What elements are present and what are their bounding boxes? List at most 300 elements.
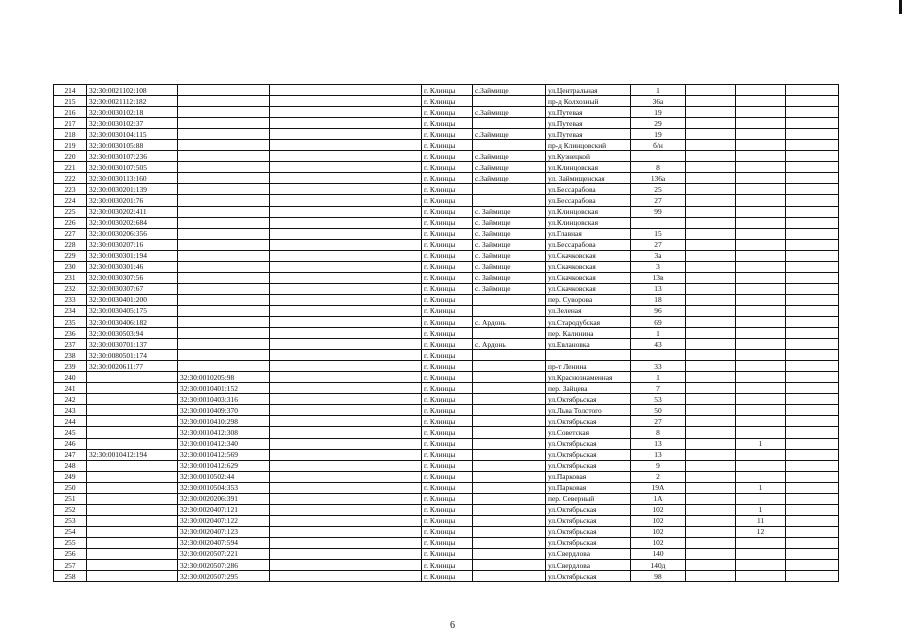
cadastral-number-cell: 32:30:0030301:46 — [87, 261, 178, 272]
village-cell: с. Займище — [473, 261, 546, 272]
empty-cell — [786, 438, 839, 449]
city-cell: г. Клинцы — [422, 504, 473, 515]
empty-cell — [786, 206, 839, 217]
village-cell: с. Ардонь — [473, 316, 546, 327]
empty-cell — [686, 449, 736, 460]
cadastral-number-cell — [87, 427, 178, 438]
city-cell: г. Клинцы — [422, 184, 473, 195]
empty-cell — [786, 339, 839, 350]
apartment-number-cell — [736, 571, 786, 582]
street-cell: ул.Клинцовская — [546, 217, 631, 228]
empty-cell — [686, 272, 736, 283]
street-cell: ул.Зеленая — [546, 305, 631, 316]
empty-cell — [686, 482, 736, 493]
row-number-cell: 258 — [54, 571, 87, 582]
apartment-number-cell — [736, 217, 786, 228]
row-number-cell: 242 — [54, 394, 87, 405]
apartment-number-cell — [736, 151, 786, 162]
row-number-cell: 222 — [54, 173, 87, 184]
apartment-number-cell: 12 — [736, 526, 786, 537]
table-row — [54, 339, 839, 350]
house-number-cell: 102 — [631, 515, 686, 526]
apartment-number-cell — [736, 405, 786, 416]
apartment-number-cell: 1 — [736, 482, 786, 493]
empty-cell — [686, 316, 736, 327]
empty-cell — [786, 482, 839, 493]
empty-cell — [686, 504, 736, 515]
cadastral-number-cell: 32:30:0030307:67 — [87, 283, 178, 294]
street-cell: пер. Суворова — [546, 294, 631, 305]
object-name-cell — [270, 383, 422, 394]
cadastral-number-cell: 32:30:0010412:194 — [87, 449, 178, 460]
row-number-cell: 216 — [54, 107, 87, 118]
house-number-cell: 69 — [631, 316, 686, 327]
cadastral-number-cell: 32:30:0030201:139 — [87, 184, 178, 195]
city-cell: г. Клинцы — [422, 548, 473, 559]
empty-cell — [686, 405, 736, 416]
row-number-cell: 236 — [54, 328, 87, 339]
street-cell: ул.Октябрьская — [546, 515, 631, 526]
empty-cell — [786, 316, 839, 327]
table-row — [54, 228, 839, 239]
house-number-cell: 53 — [631, 394, 686, 405]
table-row — [54, 173, 839, 184]
empty-cell — [786, 515, 839, 526]
street-cell: ул.Краснознаменная — [546, 372, 631, 383]
row-number-cell: 221 — [54, 162, 87, 173]
building-cadastral-number-cell — [178, 173, 270, 184]
apartment-number-cell — [736, 328, 786, 339]
apartment-number-cell — [736, 85, 786, 96]
city-cell: г. Клинцы — [422, 383, 473, 394]
village-cell: с. Займище — [473, 228, 546, 239]
city-cell: г. Клинцы — [422, 250, 473, 261]
object-name-cell — [270, 449, 422, 460]
street-cell: пр-д Клинцовский — [546, 140, 631, 151]
cadastral-number-cell: 32:30:0030102:37 — [87, 118, 178, 129]
empty-cell — [686, 460, 736, 471]
city-cell: г. Клинцы — [422, 217, 473, 228]
street-cell: ул.Парковая — [546, 482, 631, 493]
table-row — [54, 515, 839, 526]
table-row — [54, 294, 839, 305]
empty-cell — [786, 350, 839, 361]
empty-cell — [686, 283, 736, 294]
empty-cell — [686, 350, 736, 361]
house-number-cell: 102 — [631, 504, 686, 515]
house-number-cell — [631, 350, 686, 361]
cadastral-number-cell — [87, 372, 178, 383]
city-cell: г. Клинцы — [422, 515, 473, 526]
object-name-cell — [270, 339, 422, 350]
city-cell: г. Клинцы — [422, 460, 473, 471]
street-cell: ул.Клинцовская — [546, 162, 631, 173]
building-cadastral-number-cell — [178, 140, 270, 151]
street-cell: ул.Главная — [546, 228, 631, 239]
empty-cell — [686, 427, 736, 438]
row-number-cell: 250 — [54, 482, 87, 493]
street-cell: ул.Центральная — [546, 85, 631, 96]
house-number-cell: 1 — [631, 372, 686, 383]
empty-cell — [686, 438, 736, 449]
house-number-cell: 9 — [631, 460, 686, 471]
object-name-cell — [270, 85, 422, 96]
empty-cell — [686, 195, 736, 206]
city-cell: г. Клинцы — [422, 350, 473, 361]
building-cadastral-number-cell: 32:30:0010401:152 — [178, 383, 270, 394]
village-cell — [473, 140, 546, 151]
row-number-cell: 251 — [54, 493, 87, 504]
object-name-cell — [270, 261, 422, 272]
house-number-cell: 19А — [631, 482, 686, 493]
apartment-number-cell — [736, 239, 786, 250]
village-cell: с. Займище — [473, 217, 546, 228]
apartment-number-cell — [736, 250, 786, 261]
empty-cell — [786, 383, 839, 394]
table-row — [54, 328, 839, 339]
empty-cell — [786, 305, 839, 316]
empty-cell — [686, 173, 736, 184]
row-number-cell: 253 — [54, 515, 87, 526]
building-cadastral-number-cell: 32:30:0010504:353 — [178, 482, 270, 493]
city-cell: г. Клинцы — [422, 294, 473, 305]
empty-cell — [686, 250, 736, 261]
table-row — [54, 85, 839, 96]
city-cell: г. Клинцы — [422, 195, 473, 206]
object-name-cell — [270, 548, 422, 559]
cadastral-number-cell: 32:30:0030207:16 — [87, 239, 178, 250]
cadastral-number-cell — [87, 383, 178, 394]
building-cadastral-number-cell — [178, 206, 270, 217]
row-number-cell: 217 — [54, 118, 87, 129]
empty-cell — [786, 294, 839, 305]
cadastral-number-cell: 32:30:0030206:356 — [87, 228, 178, 239]
building-cadastral-number-cell: 32:30:0010205:98 — [178, 372, 270, 383]
object-name-cell — [270, 272, 422, 283]
building-cadastral-number-cell — [178, 107, 270, 118]
city-cell: г. Клинцы — [422, 228, 473, 239]
building-cadastral-number-cell: 32:30:0010410:298 — [178, 416, 270, 427]
building-cadastral-number-cell: 32:30:0020407:594 — [178, 537, 270, 548]
city-cell: г. Клинцы — [422, 272, 473, 283]
empty-cell — [686, 328, 736, 339]
cadastral-number-cell — [87, 526, 178, 537]
object-name-cell — [270, 96, 422, 107]
object-name-cell — [270, 107, 422, 118]
cadastral-number-cell — [87, 460, 178, 471]
apartment-number-cell — [736, 294, 786, 305]
table-row — [54, 151, 839, 162]
city-cell: г. Клинцы — [422, 493, 473, 504]
building-cadastral-number-cell: 32:30:0010412:569 — [178, 449, 270, 460]
house-number-cell: 1 — [631, 85, 686, 96]
city-cell: г. Клинцы — [422, 526, 473, 537]
building-cadastral-number-cell — [178, 85, 270, 96]
building-cadastral-number-cell: 32:30:0020407:123 — [178, 526, 270, 537]
empty-cell — [786, 449, 839, 460]
apartment-number-cell — [736, 471, 786, 482]
row-number-cell: 247 — [54, 449, 87, 460]
table-row — [54, 405, 839, 416]
village-cell: с.Займище — [473, 173, 546, 184]
row-number-cell: 235 — [54, 316, 87, 327]
empty-cell — [686, 206, 736, 217]
object-name-cell — [270, 118, 422, 129]
object-name-cell — [270, 294, 422, 305]
building-cadastral-number-cell: 32:30:0020507:286 — [178, 560, 270, 571]
empty-cell — [786, 239, 839, 250]
house-number-cell: 1А — [631, 493, 686, 504]
apartment-number-cell: 1 — [736, 504, 786, 515]
empty-cell — [686, 560, 736, 571]
empty-cell — [686, 526, 736, 537]
empty-cell — [786, 272, 839, 283]
object-name-cell — [270, 504, 422, 515]
empty-cell — [686, 228, 736, 239]
cadastral-number-cell — [87, 438, 178, 449]
apartment-number-cell — [736, 96, 786, 107]
building-cadastral-number-cell — [178, 250, 270, 261]
object-name-cell — [270, 361, 422, 372]
building-cadastral-number-cell — [178, 272, 270, 283]
city-cell: г. Клинцы — [422, 162, 473, 173]
object-name-cell — [270, 471, 422, 482]
village-cell: с.Займище — [473, 151, 546, 162]
row-number-cell: 240 — [54, 372, 87, 383]
apartment-number-cell — [736, 449, 786, 460]
empty-cell — [786, 107, 839, 118]
street-cell: ул.Октябрьская — [546, 504, 631, 515]
empty-cell — [686, 339, 736, 350]
table-row — [54, 107, 839, 118]
cadastral-number-cell: 32:30:0030202:411 — [87, 206, 178, 217]
cadastral-number-cell: 32:30:0021102:108 — [87, 85, 178, 96]
village-cell — [473, 548, 546, 559]
apartment-number-cell — [736, 316, 786, 327]
street-cell: ул.Октябрьская — [546, 394, 631, 405]
apartment-number-cell — [736, 305, 786, 316]
village-cell — [473, 493, 546, 504]
street-cell: ул.Советская — [546, 427, 631, 438]
cadastral-number-cell: 32:30:0030406:182 — [87, 316, 178, 327]
object-name-cell — [270, 173, 422, 184]
village-cell: с.Займище — [473, 85, 546, 96]
table-row — [54, 140, 839, 151]
building-cadastral-number-cell — [178, 361, 270, 372]
table-row — [54, 96, 839, 107]
object-name-cell — [270, 140, 422, 151]
building-cadastral-number-cell — [178, 228, 270, 239]
empty-cell — [786, 228, 839, 239]
row-number-cell: 227 — [54, 228, 87, 239]
apartment-number-cell — [736, 261, 786, 272]
empty-cell — [786, 548, 839, 559]
object-name-cell — [270, 328, 422, 339]
cadastral-number-cell: 32:30:0030105:88 — [87, 140, 178, 151]
cadastral-number-cell: 32:30:0030405:175 — [87, 305, 178, 316]
street-cell — [546, 350, 631, 361]
house-number-cell: 3а — [631, 250, 686, 261]
cadastral-number-cell: 32:30:0030107:236 — [87, 151, 178, 162]
table-row — [54, 471, 839, 482]
building-cadastral-number-cell — [178, 239, 270, 250]
empty-cell — [786, 261, 839, 272]
street-cell: ул.Октябрьская — [546, 416, 631, 427]
row-number-cell: 248 — [54, 460, 87, 471]
cadastral-number-cell — [87, 504, 178, 515]
house-number-cell: 19 — [631, 107, 686, 118]
building-cadastral-number-cell — [178, 151, 270, 162]
city-cell: г. Клинцы — [422, 151, 473, 162]
house-number-cell: 140 — [631, 548, 686, 559]
house-number-cell: 13в — [631, 272, 686, 283]
empty-cell — [786, 571, 839, 582]
row-number-cell: 220 — [54, 151, 87, 162]
apartment-number-cell — [736, 140, 786, 151]
apartment-number-cell — [736, 107, 786, 118]
empty-cell — [686, 471, 736, 482]
cadastral-number-cell: 32:30:0030201:76 — [87, 195, 178, 206]
table-row — [54, 504, 839, 515]
object-name-cell — [270, 482, 422, 493]
village-cell — [473, 560, 546, 571]
apartment-number-cell — [736, 272, 786, 283]
empty-cell — [686, 162, 736, 173]
apartment-number-cell — [736, 537, 786, 548]
city-cell: г. Клинцы — [422, 416, 473, 427]
apartment-number-cell — [736, 361, 786, 372]
cadastral-number-cell: 32:30:0030301:194 — [87, 250, 178, 261]
building-cadastral-number-cell — [178, 217, 270, 228]
empty-cell — [786, 493, 839, 504]
cadastral-number-cell: 32:30:0030104:115 — [87, 129, 178, 140]
building-cadastral-number-cell: 32:30:0020407:122 — [178, 515, 270, 526]
street-cell: ул.Путевая — [546, 118, 631, 129]
empty-cell — [686, 571, 736, 582]
apartment-number-cell — [736, 184, 786, 195]
empty-cell — [686, 372, 736, 383]
village-cell — [473, 460, 546, 471]
house-number-cell: 13 — [631, 438, 686, 449]
page-edge-mark — [899, 0, 902, 14]
building-cadastral-number-cell: 32:30:0010409:370 — [178, 405, 270, 416]
cadastral-number-cell — [87, 482, 178, 493]
table-row — [54, 493, 839, 504]
house-number-cell: 43 — [631, 339, 686, 350]
apartment-number-cell — [736, 283, 786, 294]
empty-cell — [686, 96, 736, 107]
street-cell: ул.Евлановка — [546, 339, 631, 350]
city-cell: г. Клинцы — [422, 471, 473, 482]
street-cell: ул.Путевая — [546, 107, 631, 118]
city-cell: г. Клинцы — [422, 85, 473, 96]
street-cell: ул.Свердлова — [546, 560, 631, 571]
table-row — [54, 217, 839, 228]
table-row — [54, 350, 839, 361]
village-cell — [473, 294, 546, 305]
apartment-number-cell — [736, 493, 786, 504]
house-number-cell: 7 — [631, 383, 686, 394]
house-number-cell: 50 — [631, 405, 686, 416]
empty-cell — [686, 239, 736, 250]
house-number-cell: 27 — [631, 239, 686, 250]
address-register-table — [53, 84, 839, 582]
village-cell — [473, 195, 546, 206]
street-cell: пер. Зайцева — [546, 383, 631, 394]
object-name-cell — [270, 416, 422, 427]
table-row — [54, 206, 839, 217]
house-number-cell: 13 — [631, 449, 686, 460]
empty-cell — [786, 416, 839, 427]
apartment-number-cell — [736, 383, 786, 394]
empty-cell — [686, 294, 736, 305]
empty-cell — [686, 548, 736, 559]
city-cell: г. Клинцы — [422, 394, 473, 405]
row-number-cell: 232 — [54, 283, 87, 294]
empty-cell — [786, 162, 839, 173]
building-cadastral-number-cell — [178, 96, 270, 107]
cadastral-number-cell — [87, 471, 178, 482]
street-cell: ул.Парковая — [546, 471, 631, 482]
house-number-cell: 8 — [631, 162, 686, 173]
street-cell: ул.Октябрьская — [546, 449, 631, 460]
village-cell: с. Ардонь — [473, 339, 546, 350]
village-cell — [473, 405, 546, 416]
empty-cell — [786, 118, 839, 129]
empty-cell — [686, 107, 736, 118]
row-number-cell: 237 — [54, 339, 87, 350]
street-cell: ул.Бессарабова — [546, 239, 631, 250]
city-cell: г. Клинцы — [422, 571, 473, 582]
object-name-cell — [270, 228, 422, 239]
village-cell — [473, 482, 546, 493]
object-name-cell — [270, 571, 422, 582]
cadastral-number-cell: 32:30:0030401:200 — [87, 294, 178, 305]
empty-cell — [786, 217, 839, 228]
object-name-cell — [270, 217, 422, 228]
object-name-cell — [270, 250, 422, 261]
object-name-cell — [270, 526, 422, 537]
village-cell — [473, 184, 546, 195]
empty-cell — [786, 372, 839, 383]
empty-cell — [786, 96, 839, 107]
row-number-cell: 256 — [54, 548, 87, 559]
cadastral-number-cell — [87, 394, 178, 405]
street-cell: пр-д Колхозный — [546, 96, 631, 107]
building-cadastral-number-cell: 32:30:0010403:316 — [178, 394, 270, 405]
object-name-cell — [270, 305, 422, 316]
city-cell: г. Клинцы — [422, 339, 473, 350]
city-cell: г. Клинцы — [422, 438, 473, 449]
cadastral-number-cell — [87, 416, 178, 427]
empty-cell — [786, 560, 839, 571]
village-cell — [473, 96, 546, 107]
object-name-cell — [270, 129, 422, 140]
building-cadastral-number-cell: 32:30:0010502:44 — [178, 471, 270, 482]
street-cell: пр-т Ленина — [546, 361, 631, 372]
table-row — [54, 383, 839, 394]
empty-cell — [686, 118, 736, 129]
cadastral-number-cell: 32:30:0030503:94 — [87, 328, 178, 339]
village-cell — [473, 328, 546, 339]
apartment-number-cell — [736, 427, 786, 438]
cadastral-number-cell — [87, 515, 178, 526]
apartment-number-cell — [736, 129, 786, 140]
table-row — [54, 394, 839, 405]
city-cell: г. Клинцы — [422, 482, 473, 493]
city-cell: г. Клинцы — [422, 107, 473, 118]
building-cadastral-number-cell — [178, 118, 270, 129]
